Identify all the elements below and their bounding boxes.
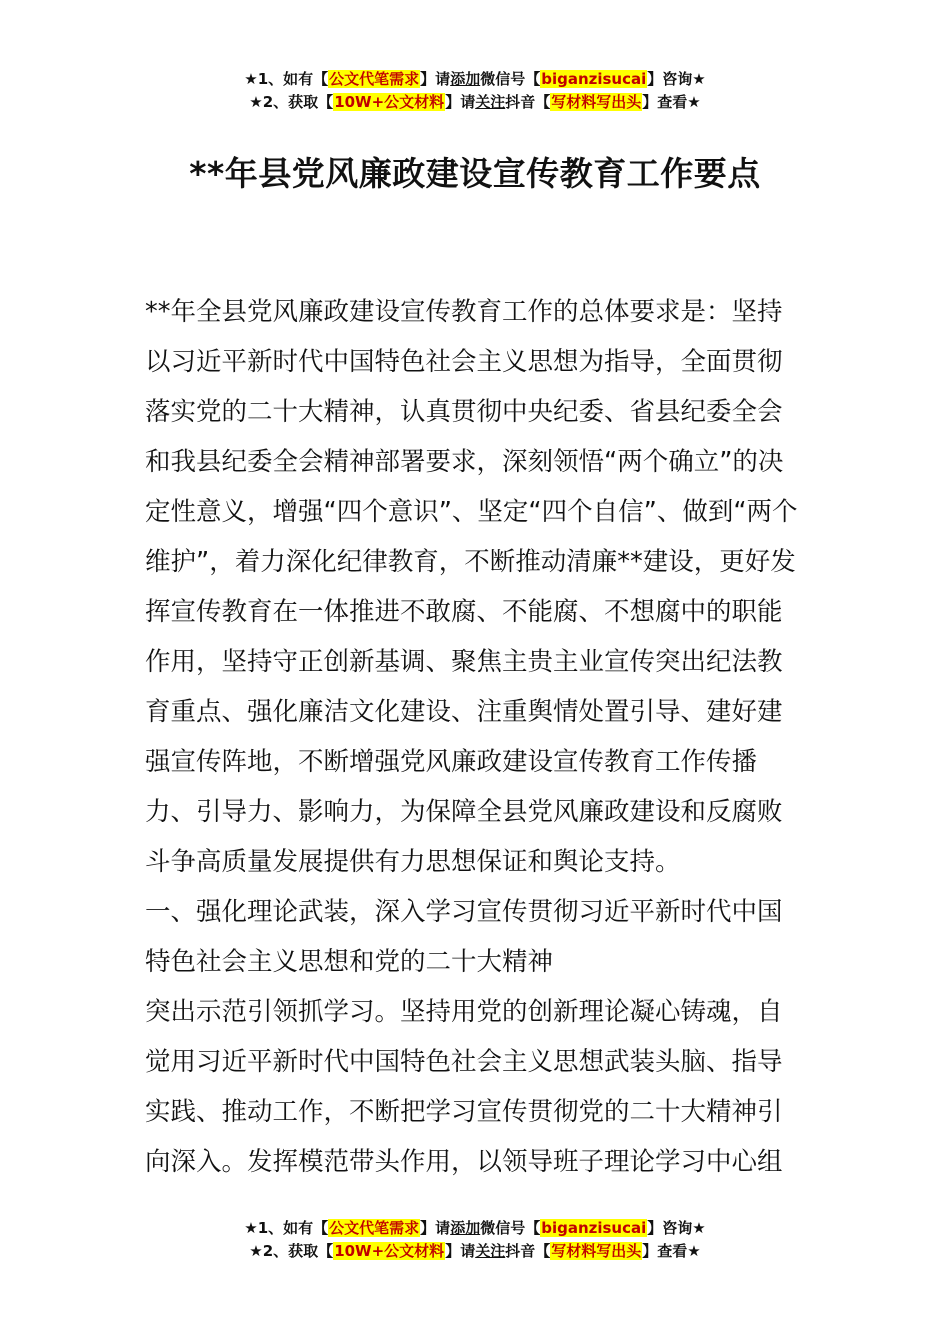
top-banner <box>0 68 950 114</box>
banner-text: 】咨询★ <box>647 1219 706 1237</box>
banner-highlight: 公文代笔需求 <box>329 1219 420 1237</box>
banner-text: 】查看★ <box>642 93 701 111</box>
banner-line-1 <box>0 1217 950 1240</box>
banner-wechat-id: biganzisucai <box>541 1219 647 1237</box>
banner-text: 微信号【 <box>480 70 541 88</box>
banner-douyin-id: 写材料写出头 <box>551 93 642 111</box>
banner-text: 抖音【 <box>505 1242 551 1260</box>
banner-douyin-id: 写材料写出头 <box>551 1242 642 1260</box>
banner-line-1 <box>0 68 950 91</box>
banner-highlight: 10W+公文材料 <box>334 1242 445 1260</box>
document-body <box>145 287 807 1187</box>
document-title: **年县党风廉政建设宣传教育工作要点 <box>189 154 761 193</box>
banner-underline: 添加 <box>450 1219 481 1237</box>
banner-underline: 添加 <box>450 70 481 88</box>
banner-line-2 <box>0 1240 950 1263</box>
banner-text: 】请 <box>445 1242 476 1260</box>
banner-line-2 <box>0 91 950 114</box>
banner-underline: 关注 <box>475 1242 506 1260</box>
banner-text: 】请 <box>420 1219 451 1237</box>
banner-text: 】咨询★ <box>647 70 706 88</box>
paragraph-intro: **年全县党风廉政建设宣传教育工作的总体要求是：坚持以习近平新时代中国特色社会主义思想为指导，全面贯彻落实党的二十大精神，认真贯彻中央纪委、省县纪委全会和我县纪委全会精神部署要求，深刻领悟“两个确立”的决定性意义，增强“四个意识”、坚定“四个自信”、做到“两个维护”，着力深化纪律教育，不断推动清廉**建设，更好发挥宣传教育在一体推进不敢腐、不能腐、不想腐中的职能作用，坚持守正创新基调、聚焦主贵主业宣传突出纪法教育重点、强化廉洁文化建设、注重舆情处置引导、建好建强宣传阵地，不断增强党风廉政建设宣传教育工作传播力、引导力、影响力，为保障全县党风廉政建设和反腐败斗争高质量发展提供有力思想保证和舆论支持。 <box>145 297 798 877</box>
banner-text: 】请 <box>420 70 451 88</box>
banner-text: ★2、获取【 <box>249 93 334 111</box>
section-heading-1: 一、强化理论武装，深入学习宣传贯彻习近平新时代中国特色社会主义思想和党的二十大精神 <box>145 897 783 977</box>
banner-text: 抖音【 <box>505 93 551 111</box>
banner-text: 】查看★ <box>642 1242 701 1260</box>
banner-text: ★1、如有【 <box>244 70 329 88</box>
banner-highlight: 10W+公文材料 <box>334 93 445 111</box>
banner-wechat-id: biganzisucai <box>541 70 647 88</box>
paragraph-study: 突出示范引领抓学习。坚持用党的创新理论凝心铸魂，自觉用习近平新时代中国特色社会主义思想武装头脑、指导实践、推动工作，不断把学习宣传贯彻党的二十大精神引向深入。发挥模范带头作用，以领导班子理论学习中心组 <box>145 997 783 1177</box>
banner-text: ★1、如有【 <box>244 1219 329 1237</box>
banner-text: 】请 <box>445 93 476 111</box>
banner-text: 微信号【 <box>480 1219 541 1237</box>
banner-text: ★2、获取【 <box>249 1242 334 1260</box>
banner-underline: 关注 <box>475 93 506 111</box>
banner-highlight: 公文代笔需求 <box>329 70 420 88</box>
bottom-banner <box>0 1217 950 1263</box>
